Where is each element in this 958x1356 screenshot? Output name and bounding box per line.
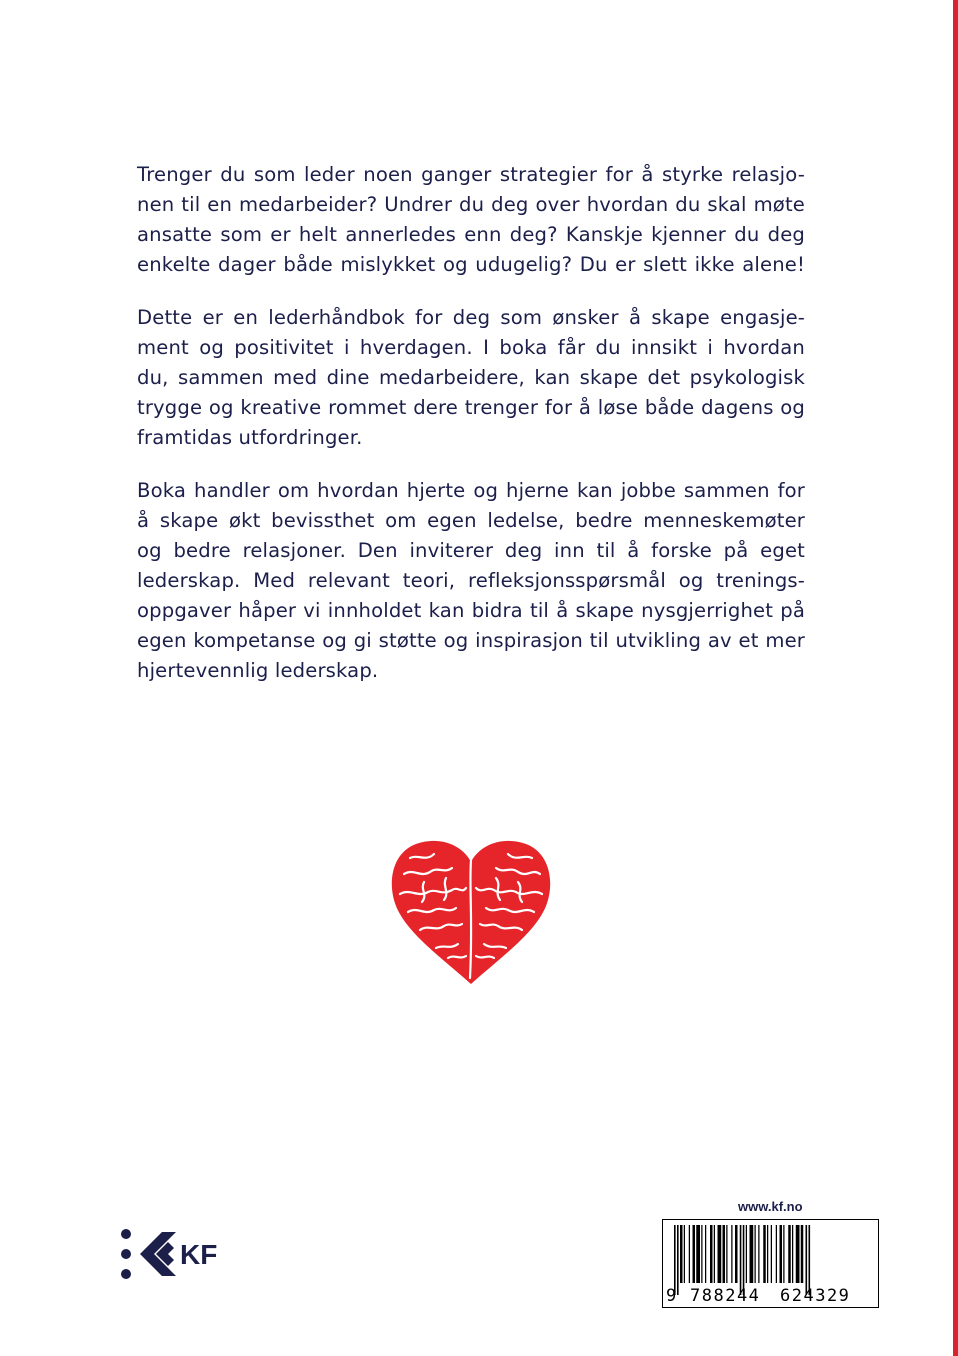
- barcode-bar: [771, 1225, 772, 1283]
- blurb-line: Trenger du som leder noen ganger strategier for å styrke relasjo-: [137, 163, 805, 186]
- barcode-bar: [758, 1225, 759, 1283]
- blurb-line: Boka handler om hvordan hjerte og hjerne kan jobbe sammen for: [137, 479, 805, 502]
- barcode-bar: [705, 1225, 706, 1283]
- blurb-line: og bedre relasjoner. Den inviterer deg inn til å forske på eget: [137, 539, 805, 562]
- barcode-bar: [780, 1225, 783, 1283]
- blurb-line: hjertevennlig lederskap.: [137, 659, 379, 682]
- barcode-bar: [792, 1225, 793, 1283]
- barcode-bar: [701, 1225, 702, 1283]
- barcode-bar: [723, 1225, 726, 1283]
- barcode-bar: [796, 1225, 800, 1283]
- barcode-bar: [684, 1225, 685, 1283]
- barcode-bar: [693, 1225, 696, 1283]
- isbn-barcode: [662, 1219, 879, 1308]
- barcode-bar: [755, 1225, 756, 1283]
- barcode-guard-bar: [743, 1225, 745, 1295]
- blurb-paragraph-3: [137, 476, 805, 686]
- barcode-bar: [726, 1225, 727, 1283]
- blurb-line: enkelte dager både mislykket og udugelig? Du er slett ikke alene!: [137, 253, 805, 276]
- barcode-bar: [680, 1225, 683, 1283]
- barcode-bar: [714, 1225, 715, 1283]
- barcode-bar: [763, 1225, 766, 1283]
- barcode-guard-bar: [806, 1225, 808, 1295]
- barcode-digits-left: 788244: [690, 1286, 761, 1306]
- barcode-bar: [783, 1225, 784, 1283]
- kf-publisher-logo: [120, 1228, 238, 1280]
- barcode-bar: [696, 1225, 700, 1283]
- barcode-bar: [718, 1225, 722, 1283]
- back-cover-blurb: [137, 160, 805, 709]
- blurb-line: du, sammen med dine medarbeidere, kan skape det psykologisk: [137, 366, 805, 389]
- barcode-guard-bar: [674, 1225, 676, 1295]
- barcode-bar: [710, 1225, 713, 1283]
- red-edge-strip: [953, 0, 958, 1356]
- blurb-line: ansatte som er helt annerledes enn deg? Kanskje kjenner du deg: [137, 223, 805, 246]
- barcode-bar: [735, 1225, 738, 1283]
- barcode-bar: [750, 1225, 754, 1283]
- blurb-line: nen til en medarbeider? Undrer du deg over hvordan du skal møte: [137, 193, 805, 216]
- kf-logo-text: KF: [180, 1239, 218, 1270]
- barcode-guard-bar: [740, 1225, 742, 1295]
- barcode-bar: [731, 1225, 732, 1283]
- blurb-line: framtidas utfordringer.: [137, 426, 363, 449]
- barcode-digits-right: 624329: [780, 1286, 851, 1306]
- blurb-paragraph-1: [137, 160, 805, 280]
- blurb-line: ment og positivitet i hverdagen. I boka får du innsikt i hvordan: [137, 336, 805, 359]
- barcode-guard-bar: [677, 1225, 679, 1295]
- barcode-bar: [767, 1225, 768, 1283]
- blurb-paragraph-2: [137, 303, 805, 453]
- blurb-line: Dette er en lederhåndbok for deg som ønsker å skape engasje-: [137, 306, 805, 329]
- barcode-guard-bar: [809, 1225, 811, 1295]
- publisher-url[interactable]: www.kf.no: [738, 1199, 803, 1214]
- blurb-line: lederskap. Med relevant teori, refleksjonsspørsmål og trenings-: [137, 569, 805, 592]
- blurb-line: egen kompetanse og gi støtte og inspirasjon til utvikling av et mer: [137, 629, 805, 652]
- barcode-bar: [746, 1225, 747, 1283]
- barcode-bar: [776, 1225, 777, 1283]
- blurb-line: trygge og kreative rommet dere trenger for å løse både dagens og: [137, 396, 805, 419]
- barcode-digit-prefix: 9: [666, 1286, 677, 1306]
- barcode-bar: [788, 1225, 791, 1283]
- barcode-bar: [689, 1225, 690, 1283]
- heart-brain-icon: [390, 838, 552, 986]
- blurb-line: å skape økt bevissthet om egen ledelse, bedre menneskemøter: [137, 509, 805, 532]
- barcode-bar: [801, 1225, 804, 1283]
- blurb-line: oppgaver håper vi innholdet kan bidra til å skape nysgjerrighet på: [137, 599, 805, 622]
